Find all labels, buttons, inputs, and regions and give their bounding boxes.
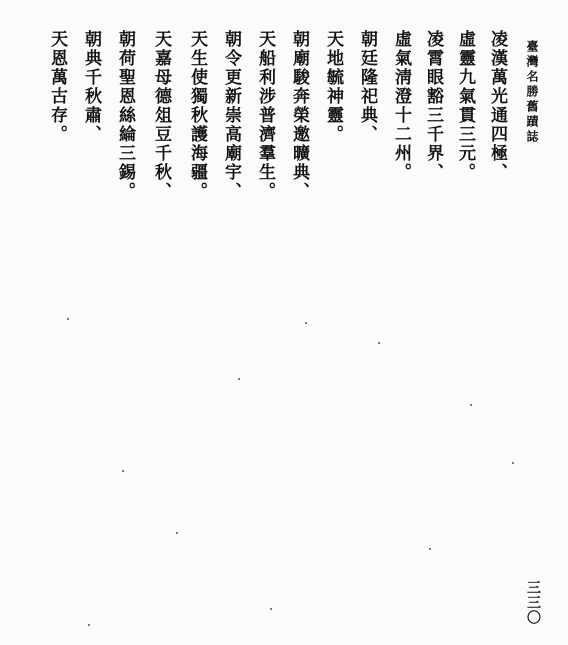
scan-speck: [429, 548, 431, 550]
text-column-5: 朝廷隆祀典、: [357, 30, 377, 144]
text-column-7: 朝廟駿奔榮邀曠典、: [289, 30, 309, 201]
scan-speck: [88, 624, 90, 626]
scan-speck: [176, 532, 178, 534]
running-header: 臺灣名勝舊蹟誌: [525, 40, 539, 145]
page-number: 三三〇: [525, 580, 541, 625]
text-column-10: 天生使獨秋護海疆。: [187, 30, 207, 201]
text-column-13: 朝典千秋肅、: [81, 30, 101, 144]
scan-speck: [122, 470, 124, 472]
scan-speck: [305, 322, 307, 324]
text-column-12: 朝荷聖恩絲綸三錫。: [115, 30, 135, 201]
text-column-1: 凌漢萬光通四極、: [487, 30, 507, 182]
scan-speck: [67, 318, 69, 320]
scan-speck: [270, 608, 272, 610]
text-column-4: 虛氣淸澄十二州。: [391, 30, 411, 182]
text-column-8: 天船利涉普濟羣生。: [255, 30, 275, 201]
scan-speck: [238, 378, 240, 380]
scan-speck: [470, 404, 472, 406]
text-column-3: 凌霄眼豁三千界、: [423, 30, 443, 182]
scan-speck: [512, 462, 514, 464]
text-column-11: 天嘉母德俎豆千秋、: [151, 30, 171, 201]
text-column-2: 虛靈九氣貫三元。: [455, 30, 475, 182]
scan-speck: [378, 342, 380, 344]
text-column-6: 天地毓神靈。: [323, 30, 343, 144]
text-column-14: 天恩萬古存。: [47, 30, 67, 144]
text-column-9: 朝令更新崇高廟宇、: [221, 30, 241, 201]
